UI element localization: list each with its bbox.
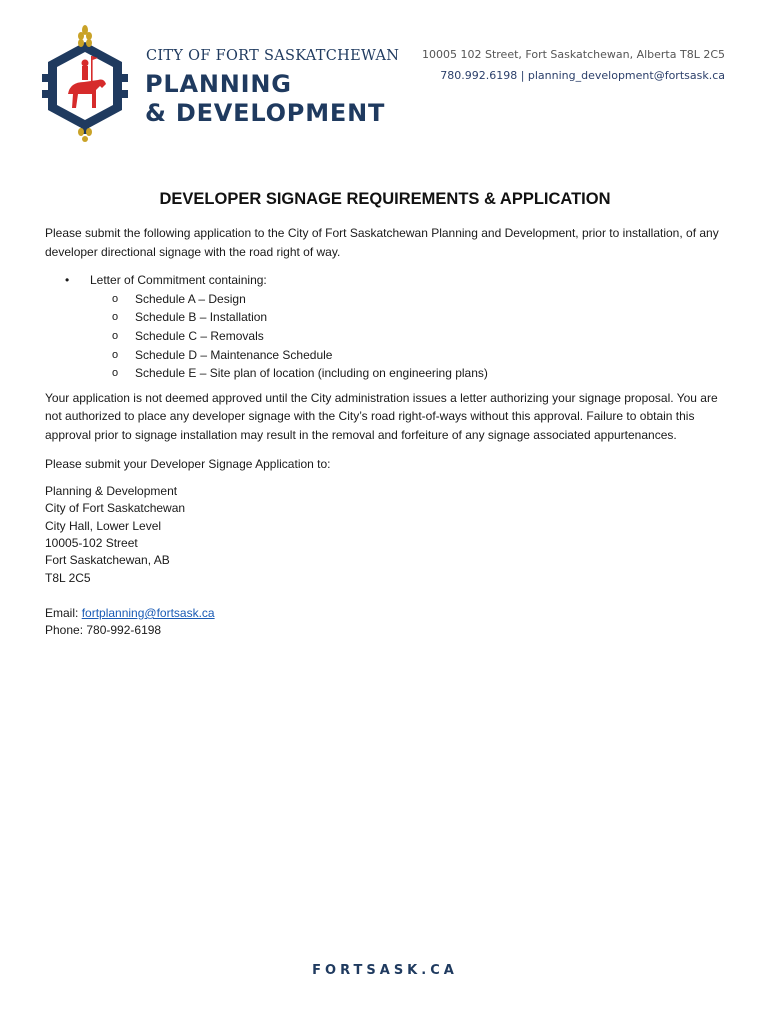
address-line: Planning & Development xyxy=(45,484,178,499)
address-line: T8L 2C5 xyxy=(45,570,91,585)
list-item xyxy=(65,271,733,383)
address-line: Fort Saskatchewan, AB xyxy=(45,553,170,568)
requirements-list xyxy=(45,271,733,383)
submit-instruction: Please submit your Developer Signage Application to: xyxy=(45,456,331,471)
contact-block xyxy=(45,605,733,640)
list-item: o Schedule B – Installation xyxy=(110,308,733,327)
address-line: 10005-102 Street xyxy=(45,536,138,551)
department-title-line2: & DEVELOPMENT xyxy=(145,99,386,127)
approval-paragraph: Your application is not deemed approved until the City administration issues a letter authorizing your signage proposal. You are not authorized to place any developer signage with the City’s road right-of-ways without this approval. Failure to obtain this approval prior to signage installation may result in the removal and forfeiture of any signage associated appurtenances. xyxy=(45,390,718,442)
page-title: DEVELOPER SIGNAGE REQUIREMENTS & APPLICATION xyxy=(159,190,611,208)
document-body xyxy=(45,224,733,640)
list-item: o Schedule E – Site plan of location (including on engineering plans) xyxy=(110,364,733,383)
schedule-list xyxy=(90,290,733,383)
list-item: o Schedule C – Removals xyxy=(110,327,733,346)
city-logo-icon xyxy=(40,22,130,142)
email-label: Email: xyxy=(45,605,82,620)
footer-website: FORTSASK.CA xyxy=(312,963,458,978)
header-address: 10005 102 Street, Fort Saskatchewan, Alberta T8L 2C5 xyxy=(422,48,725,61)
city-name: CITY OF FORT SASKATCHEWAN xyxy=(146,48,400,64)
email-line xyxy=(45,605,733,622)
list-item: o Schedule A – Design xyxy=(110,290,733,309)
phone-line: Phone: 780-992-6198 xyxy=(45,623,162,638)
intro-paragraph: Please submit the following application to the City of Fort Saskatchewan Planning and Development, prior to installation, of any developer directional signage with the road right of way. xyxy=(45,226,719,259)
list-item: o Schedule D – Maintenance Schedule xyxy=(110,346,733,365)
address-line: City Hall, Lower Level xyxy=(45,518,162,533)
address-line: City of Fort Saskatchewan xyxy=(45,501,186,516)
department-title-line1: PLANNING xyxy=(145,70,292,98)
bullet-label: Letter of Commitment containing: xyxy=(90,273,267,288)
mailing-address xyxy=(45,483,733,587)
email-link[interactable]: fortplanning@fortsask.ca xyxy=(81,605,215,620)
header-contact: 780.992.6198 | planning_development@fortsask.ca xyxy=(440,69,725,82)
